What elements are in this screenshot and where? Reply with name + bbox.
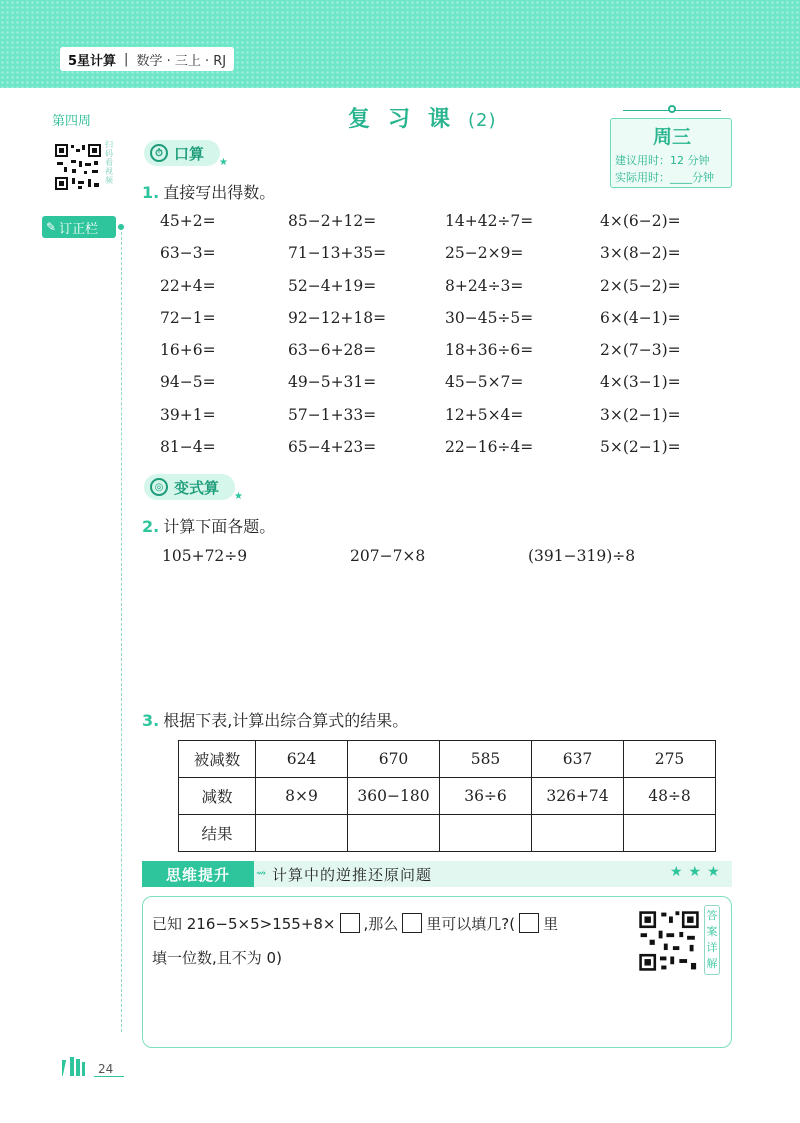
expression-3: (391−319)÷8 (528, 547, 636, 565)
oral-row (160, 373, 740, 405)
table-row (179, 815, 716, 852)
oral-problem: 63−6+28= (288, 341, 377, 360)
oral-problem: 63−3= (160, 244, 216, 263)
oral-problem: 45+2= (160, 212, 216, 230)
subtrahend-cell: 360−180 (348, 778, 440, 815)
day-name: 周三 (652, 126, 691, 148)
oral-problem: 12+5×4= (445, 405, 524, 424)
question-1-number: 1. (142, 183, 160, 202)
minuend-cell: 624 (256, 741, 348, 778)
oral-problem: 94−5= (160, 373, 216, 392)
thinking-title: 计算中的逆推还原问题 (272, 866, 433, 884)
oral-problem: 2×(5−2)= (600, 276, 681, 295)
oral-row (160, 212, 740, 244)
thinking-text-b: ,那么 (363, 915, 399, 933)
qr-code-icon[interactable] (54, 143, 102, 191)
question-1 (142, 180, 275, 203)
section-oral-label: 口算 (174, 144, 205, 163)
result-cell[interactable] (624, 815, 716, 852)
oral-row (160, 309, 740, 341)
oral-problem: 49−5+31= (288, 373, 377, 392)
day-card (610, 118, 732, 188)
oral-problem: 25−2×9= (445, 244, 524, 263)
week-label: 第四周 (52, 114, 92, 129)
section-variant-label: 变式算 (174, 478, 220, 497)
question-3-number: 3. (142, 711, 160, 730)
oral-problem: 57−1+33= (288, 405, 377, 424)
question-2-number: 2. (142, 517, 160, 536)
brand-separator: | (124, 51, 129, 67)
page-title (348, 102, 497, 133)
oral-problem: 92−12+18= (288, 308, 387, 327)
correction-column-tag (42, 216, 116, 238)
answer-blank-box (519, 913, 539, 933)
page-number: 24 (98, 1062, 114, 1076)
subtrahend-cell: 48÷8 (624, 778, 716, 815)
question-2 (142, 514, 275, 537)
subtrahend-cell: 36÷6 (440, 778, 532, 815)
answer-qr-caption: 答案详解 (704, 905, 720, 975)
page-title-sub: (2) (468, 110, 497, 131)
target-icon: ◎ (150, 478, 168, 496)
minuend-cell: 275 (624, 741, 716, 778)
oral-problem: 6×(4−1)= (600, 308, 681, 327)
table-row (179, 741, 716, 778)
question-3 (142, 708, 408, 731)
books-icon (62, 1056, 90, 1076)
result-cell[interactable] (532, 815, 624, 852)
answer-blank-box[interactable] (340, 913, 360, 933)
section-tag-oral (144, 140, 229, 168)
arrow-icon: ⇝ (256, 866, 267, 880)
subtrahend-cell: 326+74 (532, 778, 624, 815)
correction-label: 订正栏 (59, 221, 99, 237)
oral-problem: 85−2+12= (288, 212, 377, 230)
difficulty-stars: ★★★ (670, 864, 726, 880)
oral-problem: 18+36÷6= (445, 341, 534, 360)
oral-problem: 3×(8−2)= (600, 244, 681, 263)
qr-caption: 扫码看视频 (105, 140, 113, 185)
oral-row (160, 438, 740, 470)
oral-problem: 39+1= (160, 405, 216, 424)
star-icon: ★ (219, 157, 229, 168)
oral-grid (160, 212, 740, 470)
page-number-underline (94, 1076, 124, 1077)
result-cell[interactable] (440, 815, 532, 852)
thinking-line-2: 填一位数,且不为 0) (152, 949, 282, 967)
thinking-tag: 思维提升 (142, 861, 254, 887)
expression-2: 207−7×8 (350, 547, 426, 565)
minuend-cell: 585 (440, 741, 532, 778)
result-cell[interactable] (256, 815, 348, 852)
suggested-time: 建议用时：12 分钟 (615, 154, 710, 167)
oral-problem: 22+4= (160, 276, 216, 295)
oral-problem: 4×(3−1)= (600, 373, 681, 392)
oral-problem: 45−5×7= (445, 373, 524, 392)
row-head-result: 结果 (179, 815, 256, 852)
stopwatch-icon: ⏱ (150, 144, 168, 162)
thinking-text-a: 已知 216−5×5>155+8× (152, 915, 336, 933)
result-cell[interactable] (348, 815, 440, 852)
correction-dot (118, 224, 124, 230)
star-icon: ★ (234, 491, 244, 502)
answer-blank-box[interactable] (402, 913, 422, 933)
oral-problem: 71−13+35= (288, 244, 387, 263)
brand-name: 5星计算 (68, 53, 117, 69)
oral-problem: 2×(7−3)= (600, 341, 681, 360)
minuend-cell: 637 (532, 741, 624, 778)
thinking-text-d: 里 (543, 915, 559, 933)
question-3-text: 根据下表,计算出综合算式的结果。 (163, 711, 409, 730)
oral-problem: 14+42÷7= (445, 212, 534, 230)
oral-row (160, 341, 740, 373)
oral-row (160, 406, 740, 438)
actual-time: 实际用时：____分钟 (615, 171, 714, 184)
correction-divider (121, 232, 122, 1032)
oral-problem: 72−1= (160, 308, 216, 327)
brand-bar (60, 47, 234, 71)
question-2-text: 计算下面各题。 (163, 517, 276, 536)
oral-row (160, 244, 740, 276)
oral-problem: 22−16÷4= (445, 438, 534, 457)
oral-problem: 8+24÷3= (445, 276, 524, 295)
subtraction-table (178, 740, 716, 852)
oral-problem: 52−4+19= (288, 276, 377, 295)
answer-qr-code-icon[interactable] (638, 910, 700, 972)
oral-problem: 3×(2−1)= (600, 405, 681, 424)
oral-problem: 65−4+23= (288, 438, 377, 457)
expression-1: 105+72÷9 (162, 547, 248, 565)
oral-problem: 81−4= (160, 438, 216, 457)
section-tag-variant (144, 474, 244, 502)
thinking-line-1 (152, 913, 558, 934)
card-pin-icon (668, 105, 676, 113)
brand-subtitle: 数学 · 三上 · RJ (136, 53, 227, 69)
page-title-main: 复习课 (348, 107, 469, 132)
oral-problem: 30−45÷5= (445, 308, 534, 327)
oral-problem: 5×(2−1)= (600, 438, 681, 457)
table-row (179, 778, 716, 815)
header-band (0, 0, 800, 88)
oral-problem: 16+6= (160, 341, 216, 360)
thinking-text-c: 里可以填几?( (426, 915, 516, 933)
question-1-text: 直接写出得数。 (163, 183, 276, 202)
row-head-subtrahend: 减数 (179, 778, 256, 815)
oral-problem: 4×(6−2)= (600, 212, 681, 230)
pencil-icon: ✎ (46, 220, 57, 234)
row-head-minuend: 被减数 (179, 741, 256, 778)
minuend-cell: 670 (348, 741, 440, 778)
oral-row (160, 277, 740, 309)
subtrahend-cell: 8×9 (256, 778, 348, 815)
